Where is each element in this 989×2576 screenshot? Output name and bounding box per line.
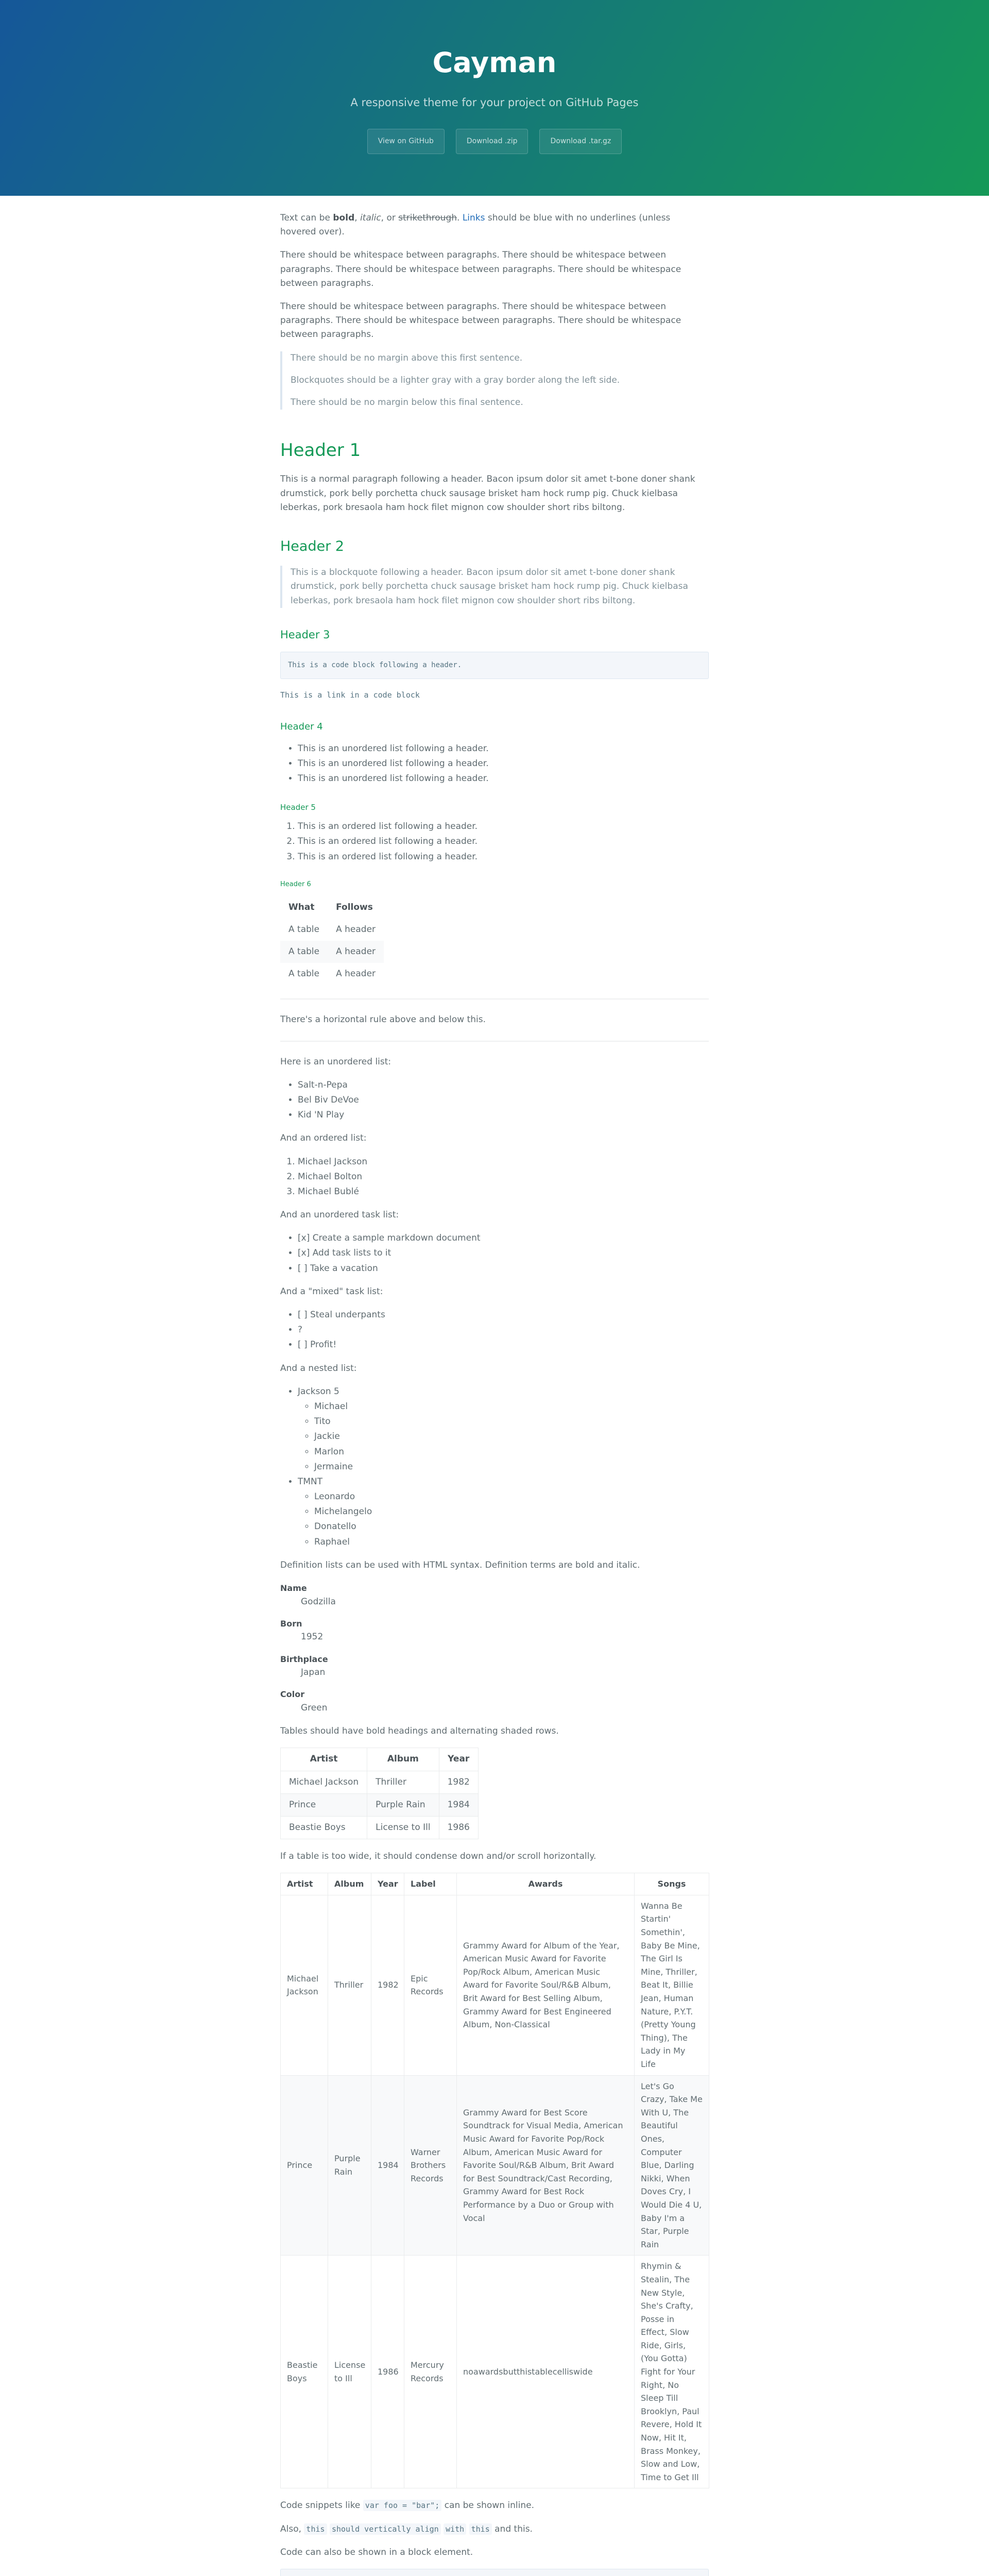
list-item-label: Jackson 5 bbox=[298, 1386, 339, 1397]
table-cell: A header bbox=[328, 963, 384, 985]
inline-code: should vertically align bbox=[330, 2523, 441, 2535]
definition-term: Name bbox=[280, 1583, 307, 1594]
code-link[interactable]: This is a link in a code block bbox=[280, 690, 420, 700]
table-row bbox=[281, 2075, 709, 2256]
task-item: • [x] Create a sample markdown document bbox=[298, 1231, 709, 1245]
paragraph: Here is an unordered list: bbox=[280, 1056, 391, 1067]
table-cell: A table bbox=[280, 963, 328, 985]
albums-table bbox=[280, 1748, 479, 1839]
table-header: Album bbox=[367, 1748, 439, 1771]
main-content bbox=[280, 196, 709, 2576]
paragraph: And an unordered task list: bbox=[280, 1210, 399, 1221]
table-header: Follows bbox=[336, 902, 373, 912]
table-header: Awards bbox=[457, 1873, 635, 1895]
table-header: Year bbox=[371, 1873, 404, 1895]
download-zip-button[interactable]: Download .zip bbox=[456, 129, 528, 154]
ordered-list bbox=[280, 820, 709, 864]
quote-line: There should be no margin below this final sentence. bbox=[291, 397, 523, 408]
table-cell: Beastie Boys bbox=[281, 2256, 328, 2488]
paragraph bbox=[280, 688, 709, 702]
ordered-list bbox=[280, 1155, 709, 1199]
horizontal-rule bbox=[280, 1041, 709, 1042]
header-5: Header 5 bbox=[280, 803, 316, 812]
list-item: ◦ Donatello bbox=[314, 1520, 709, 1534]
table-header: Album bbox=[328, 1873, 371, 1895]
list-item: 3. This is an ordered list following a header. bbox=[298, 850, 709, 864]
table-cell: Michael Jackson bbox=[281, 1771, 367, 1793]
list-item: 2. This is an ordered list following a header. bbox=[298, 835, 709, 849]
paragraph: This is a normal paragraph following a header. Bacon ipsum dolor sit amet t-bone doner shank drumstick, pork belly porchetta chuck sausage brisket ham hock rump pig. Chuck kielbasa leberkas, pork bresaola ham hock filet mignon cow shoulder short ribs biltong. bbox=[280, 474, 695, 513]
table-cell: License to Ill bbox=[367, 1816, 439, 1839]
table-cell: Purple Rain bbox=[328, 2075, 371, 2256]
italic-text: italic bbox=[360, 213, 381, 223]
blockquote bbox=[280, 566, 709, 608]
task-item: • [ ] Take a vacation bbox=[298, 1262, 709, 1276]
table-cell: Grammy Award for Album of the Year, American Music Award for Favorite Pop/Rock Album, American Music Award for Favorite Soul/R&B Album, Brit Award for Best Selling Album, Grammy Award for Best Engineered Album, Non-Classical bbox=[457, 1895, 635, 2075]
text: should be blue with no underlines (unless hovered over). bbox=[280, 213, 671, 238]
table-cell: Rhymin & Stealin, The New Style, She's Crafty, Posse in Effect, Slow Ride, Girls, (You Gotta) Fight for Your Right, No Sleep Till Brooklyn, Paul Revere, Hold It Now, Hit It, Brass Monkey, Slow and Low, Time to Get Ill bbox=[635, 2256, 709, 2488]
list-item: • Kid 'N Play bbox=[298, 1108, 709, 1122]
page-header bbox=[0, 0, 989, 196]
paragraph: And a nested list: bbox=[280, 1363, 357, 1374]
list-item: ◦ Michael bbox=[314, 1400, 709, 1414]
definition-term: Birthplace bbox=[280, 1654, 328, 1664]
header-1: Header 1 bbox=[280, 440, 361, 461]
table-row bbox=[280, 919, 384, 941]
inline-code: var foo = "bar"; bbox=[363, 2500, 442, 2511]
list-item: • This is an unordered list following a header. bbox=[298, 757, 709, 771]
nested-list bbox=[280, 1385, 709, 1549]
table-row bbox=[281, 2256, 709, 2488]
table-cell: noawardsbutthistablecelliswide bbox=[457, 2256, 635, 2488]
table-header: What bbox=[288, 902, 315, 912]
strikethrough-text: strikethrough bbox=[398, 213, 457, 223]
definition-list bbox=[280, 1582, 709, 1715]
download-targz-button[interactable]: Download .tar.gz bbox=[539, 129, 622, 154]
header-table bbox=[280, 896, 384, 986]
list-item: 3. Michael Bublé bbox=[298, 1185, 709, 1199]
table-header: Songs bbox=[635, 1873, 709, 1895]
definition-term: Born bbox=[280, 1618, 302, 1629]
table-cell: Prince bbox=[281, 2075, 328, 2256]
table-cell: A table bbox=[280, 941, 328, 963]
table-header: Artist bbox=[281, 1873, 328, 1895]
quote-line: Blockquotes should be a lighter gray with a gray border along the left side. bbox=[291, 375, 620, 385]
list-item: ◦ Jermaine bbox=[314, 1460, 709, 1474]
list-item: • This is an unordered list following a header. bbox=[298, 742, 709, 756]
table-cell: A header bbox=[328, 941, 384, 963]
inline-code: this bbox=[304, 2523, 327, 2535]
table-cell: Epic Records bbox=[404, 1895, 457, 2075]
horizontal-rule bbox=[280, 998, 709, 999]
view-on-github-button[interactable]: View on GitHub bbox=[367, 129, 445, 154]
header-6: Header 6 bbox=[280, 880, 311, 888]
table-cell: Warner Brothers Records bbox=[404, 2075, 457, 2256]
table-row bbox=[280, 963, 384, 985]
table-cell: 1984 bbox=[371, 2075, 404, 2256]
paragraph: Tables should have bold headings and alternating shaded rows. bbox=[280, 1726, 559, 1737]
table-cell: Thriller bbox=[328, 1895, 371, 2075]
list-item: • Salt-n-Pepa bbox=[298, 1078, 709, 1092]
wide-table bbox=[280, 1873, 709, 2488]
paragraph: There's a horizontal rule above and below this. bbox=[280, 1014, 486, 1025]
paragraph: There should be whitespace between paragraphs. There should be whitespace between paragraphs. There should be whitespace between paragraphs. There should be whitespace between paragraphs. bbox=[280, 250, 681, 289]
inline-code: this bbox=[469, 2523, 492, 2535]
table-cell: Let's Go Crazy, Take Me With U, The Beautiful Ones, Computer Blue, Darling Nikki, When Doves Cry, I Would Die 4 U, Baby I'm a Star, Purple Rain bbox=[635, 2075, 709, 2256]
task-item: • [ ] Profit! bbox=[298, 1338, 709, 1352]
table-cell: 1982 bbox=[439, 1771, 478, 1793]
quote-line: This is a blockquote following a header. Bacon ipsum dolor sit amet t-bone doner shank drumstick, pork belly porchetta chuck sausage brisket ham hock rump pig. Chuck kielbasa leberkas, pork bresaola ham hock filet mignon cow shoulder short ribs biltong. bbox=[291, 567, 688, 606]
definition-term: Color bbox=[280, 1689, 305, 1700]
table-cell: Prince bbox=[281, 1793, 367, 1816]
paragraph: Definition lists can be used with HTML syntax. Definition terms are bold and italic. bbox=[280, 1560, 640, 1570]
table-cell: 1986 bbox=[439, 1816, 478, 1839]
header-3: Header 3 bbox=[280, 628, 330, 641]
table-cell: A table bbox=[280, 919, 328, 941]
list-item: ◦ Tito bbox=[314, 1415, 709, 1429]
table-cell: Wanna Be Startin' Somethin', Baby Be Mine, The Girl Is Mine, Thriller, Beat It, Billie Jean, Human Nature, P.Y.T. (Pretty Young Thing), The Lady in My Life bbox=[635, 1895, 709, 2075]
table-cell: 1986 bbox=[371, 2256, 404, 2488]
task-list bbox=[280, 1308, 709, 1352]
text: or bbox=[386, 213, 396, 223]
text: can be shown inline. bbox=[444, 2500, 534, 2511]
code-block: This is a code block following a header. bbox=[280, 652, 709, 679]
list-item: ◦ Raphael bbox=[314, 1535, 709, 1549]
table-cell: License to Ill bbox=[328, 2256, 371, 2488]
list-item bbox=[298, 1385, 709, 1474]
task-list bbox=[280, 1231, 709, 1276]
table-cell: Beastie Boys bbox=[281, 1816, 367, 1839]
definition-desc: 1952 bbox=[301, 1632, 323, 1642]
definition-desc: Green bbox=[301, 1702, 328, 1713]
table-row bbox=[281, 1771, 479, 1793]
quote-line: There should be no margin above this first sentence. bbox=[291, 352, 523, 363]
paragraph: And an ordered list: bbox=[280, 1133, 367, 1144]
list-item: ◦ Michelangelo bbox=[314, 1505, 709, 1519]
unordered-list bbox=[280, 742, 709, 786]
table-cell: Mercury Records bbox=[404, 2256, 457, 2488]
table-cell: 1982 bbox=[371, 1895, 404, 2075]
paragraph: There should be whitespace between paragraphs. There should be whitespace between paragraphs. There should be whitespace between paragraphs. There should be whitespace between paragraphs. bbox=[280, 301, 681, 340]
sub-list bbox=[298, 1490, 709, 1549]
paragraph: If a table is too wide, it should condense down and/or scroll horizontally. bbox=[280, 1851, 596, 1862]
list-item: • Bel Biv DeVoe bbox=[298, 1093, 709, 1107]
table-header: Label bbox=[404, 1873, 457, 1895]
list-item bbox=[298, 1475, 709, 1549]
project-title: Cayman bbox=[432, 46, 557, 79]
header-buttons bbox=[0, 129, 989, 154]
table-cell: Thriller bbox=[367, 1771, 439, 1793]
table-row bbox=[281, 1793, 479, 1816]
list-item: 1. Michael Jackson bbox=[298, 1155, 709, 1169]
list-item: 1. This is an ordered list following a header. bbox=[298, 820, 709, 834]
text: Also, bbox=[280, 2523, 302, 2534]
table-cell: Grammy Award for Best Score Soundtrack for Visual Media, American Music Award for Favorite Pop/Rock Album, American Music Award for Favorite Soul/R&B Album, Brit Award for Best Soundtrack/Cast Recording, Grammy Award for Best Rock Performance by a Duo or Group with Vocal bbox=[457, 2075, 635, 2256]
list-item: 2. Michael Bolton bbox=[298, 1170, 709, 1184]
table-header: Year bbox=[439, 1748, 478, 1771]
paragraph: And a "mixed" task list: bbox=[280, 1286, 383, 1297]
text: Code snippets like bbox=[280, 2500, 361, 2511]
table-cell: Purple Rain bbox=[367, 1793, 439, 1816]
sub-list bbox=[298, 1400, 709, 1474]
table-row bbox=[280, 941, 384, 963]
table-header: Artist bbox=[281, 1748, 367, 1771]
definition-desc: Godzilla bbox=[301, 1596, 336, 1607]
text: Text can be bbox=[280, 213, 330, 223]
table-cell: Michael Jackson bbox=[281, 1895, 328, 2075]
task-item: • [ ] Steal underpants bbox=[298, 1308, 709, 1322]
list-item: • This is an unordered list following a header. bbox=[298, 772, 709, 786]
list-item: ◦ Marlon bbox=[314, 1445, 709, 1459]
intro-paragraph: Text can be bold, italic, or strikethrough. Links should be blue with no underlines (unless hovered over). bbox=[280, 213, 671, 238]
text: and bbox=[494, 2523, 511, 2534]
task-item: • ? bbox=[298, 1323, 709, 1337]
table-cell: 1984 bbox=[439, 1793, 478, 1816]
header-4: Header 4 bbox=[280, 721, 323, 732]
header-2: Header 2 bbox=[280, 538, 345, 555]
blockquote bbox=[280, 351, 709, 410]
list-item-label: TMNT bbox=[298, 1476, 323, 1487]
paragraph bbox=[280, 2499, 709, 2513]
inline-link[interactable]: Links bbox=[462, 213, 485, 223]
paragraph: Code can also be shown in a block element. bbox=[280, 2547, 473, 2557]
list-item: ◦ Jackie bbox=[314, 1430, 709, 1444]
paragraph bbox=[280, 2522, 709, 2536]
list-item: ◦ Leonardo bbox=[314, 1490, 709, 1504]
project-tagline: A responsive theme for your project on GitHub Pages bbox=[350, 96, 639, 109]
definition-desc: Japan bbox=[301, 1667, 326, 1678]
task-item: • [x] Add task lists to it bbox=[298, 1246, 709, 1260]
inline-code: with bbox=[444, 2523, 466, 2535]
bold-text: bold bbox=[333, 213, 355, 223]
table-row bbox=[281, 1895, 709, 2075]
text: this. bbox=[514, 2523, 533, 2534]
table-row bbox=[281, 1816, 479, 1839]
table-cell: A header bbox=[328, 919, 384, 941]
unordered-list bbox=[280, 1078, 709, 1123]
code-block bbox=[280, 2569, 709, 2576]
